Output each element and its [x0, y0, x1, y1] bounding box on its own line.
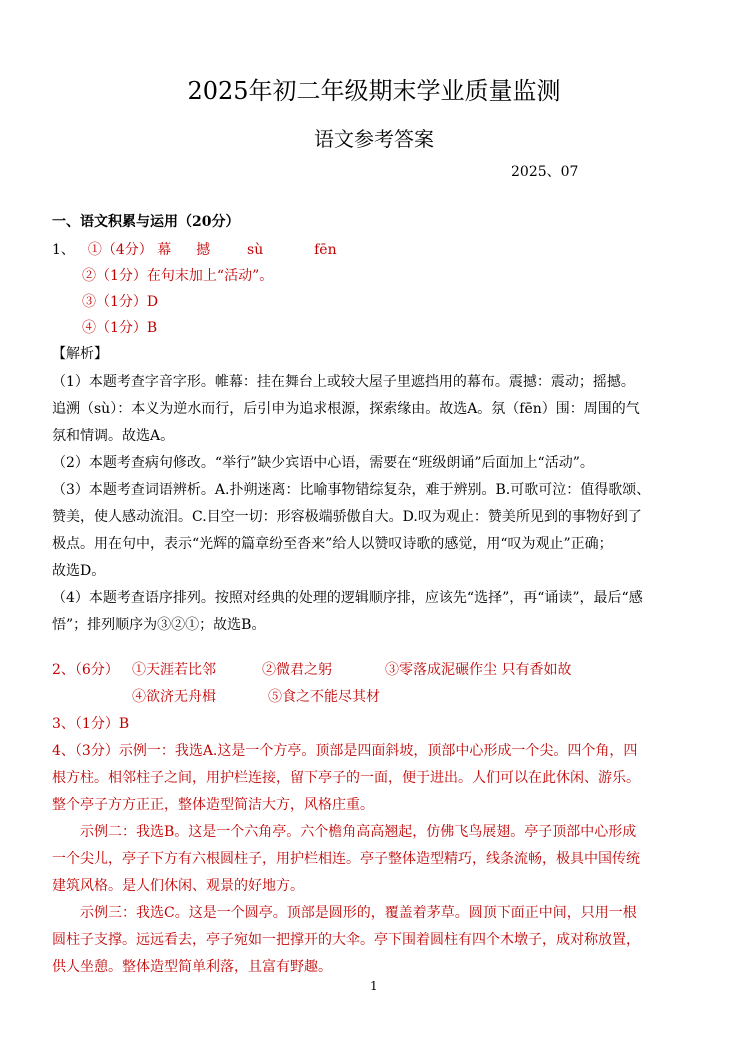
q3-answer: 3、（1分）B	[52, 716, 130, 732]
q4-line: 示例三：我选C。这是一个圆亭。顶部是圆形的，覆盖着茅草。圆顶下面正中间，只用一根	[80, 905, 637, 921]
analysis-line: 赞美，使人感动流泪。C.目空一切：形容极端骄傲自大。D.叹为观止：赞美所见到的事物好到了	[52, 509, 642, 525]
q2-item-3: ③零落成泥碾作尘 只有香如故	[385, 662, 572, 678]
analysis-line: （1）本题考查字音字形。帷幕：挂在舞台上或较大屋子里遮挡用的幕布。震撼：震动；摇撼。	[52, 374, 635, 390]
q4-line: 一个尖儿，亭子下方有六根圆柱子，用护栏相连。亭子整体造型精巧，线条流畅，极具中国传统	[52, 851, 640, 867]
q4-line: 根方柱。相邻柱子之间，用护栏连接，留下亭子的一面，便于进出。人们可以在此休闲、游乐。	[52, 770, 640, 786]
q4-line: 整个亭子方方正正，整体造型简洁大方，风格庄重。	[52, 797, 374, 813]
q1-a1-word3: sù	[247, 242, 264, 258]
q1-answer-4: ④（1分）B	[82, 320, 158, 336]
document-date: 2025、07	[511, 164, 579, 180]
analysis-line: （4）本题考查语序排列。按照对经典的处理的逻辑顺序排，应该先“选择”，再“诵读”，最后“感	[52, 590, 643, 606]
analysis-line: （3）本题考查词语辨析。A.扑朔迷离：比喻事物错综复杂，难于辨别。B.可歌可泣：值得歌颂、	[52, 482, 651, 498]
q1-a1-word2: 撼	[196, 242, 211, 258]
q4-line: 供人坐憩。整体造型简单利落，且富有野趣。	[52, 959, 332, 975]
q2-item-2: ②微君之躬	[262, 662, 332, 678]
q2-item-1: ①天涯若比邻	[132, 662, 216, 678]
q1-a1-word4: fēn	[314, 242, 337, 258]
q1-answer-3: ③（1分）D	[82, 294, 159, 310]
q1-number: 1、	[52, 242, 75, 258]
q4-line: 4、（3分）示例一：我选A.这是一个方亭。顶部是四面斜坡，顶部中心形成一个尖。四个角，四	[52, 743, 638, 759]
q2-item-5: ⑤食之不能尽其材	[268, 689, 380, 705]
q1-answer-2: ②（1分）在句末加上“活动”。	[82, 268, 274, 284]
q4-line: 圆柱子支撑。远远看去，亭子宛如一把撑开的大伞。亭下围着圆柱有四个木墩子，成对称放置，	[52, 932, 640, 948]
q2-item-4: ④欲济无舟楫	[132, 689, 216, 705]
document-title: 2025年初二年级期末学业质量监测	[187, 77, 561, 105]
q2-label: 2、（6分）	[52, 662, 119, 678]
q1-answer-1	[52, 240, 337, 260]
analysis-line: 悟”；排列顺序为③②①；故选B。	[52, 617, 266, 633]
analysis-line: 氛和情调。故选A。	[52, 428, 175, 444]
analysis-line: 故选D。	[52, 563, 106, 579]
section-heading: 一、语文积累与运用（20分）	[52, 214, 240, 230]
document-subtitle: 语文参考答案	[314, 127, 434, 151]
q1-a1-word1: 幕	[157, 242, 172, 258]
analysis-line: 追溯（sù）：本义为逆水而行，后引申为追求根源，探索缘由。故选A。氛（fēn）围：周围的气	[52, 401, 640, 417]
q4-line: 示例二：我选B。这是一个六角亭。六个檐角高高翘起，仿佛飞鸟展翅。亭子顶部中心形成	[80, 824, 637, 840]
q4-line: 建筑风格。是人们休闲、观景的好地方。	[52, 878, 304, 894]
analysis-line: 极点。用在句中，表示“光辉的篇章纷至沓来”给人以赞叹诗歌的感觉，用“叹为观止”正确；	[52, 536, 613, 552]
q1-a1-label: ①（4分）	[87, 242, 153, 258]
page-number: 1	[370, 979, 378, 993]
analysis-line: （2）本题考查病句修改。“举行”缺少宾语中心语，需要在“班级朗诵”后面加上“活动”。	[52, 455, 594, 471]
analysis-heading: 【解析】	[52, 346, 108, 362]
